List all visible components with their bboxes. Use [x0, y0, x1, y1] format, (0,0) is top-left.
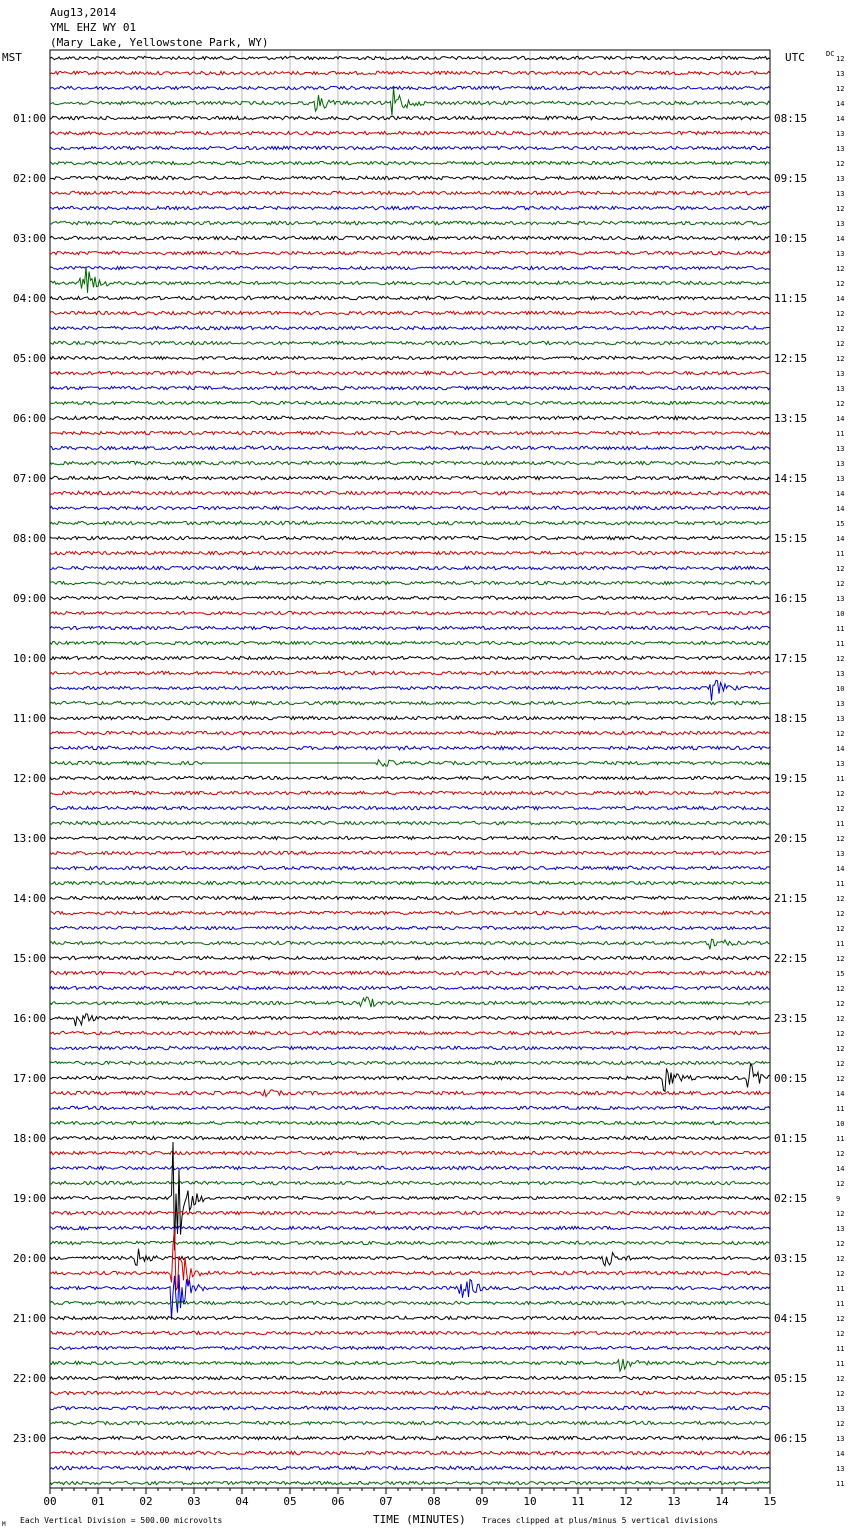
left-time-label: 15:00	[13, 952, 47, 965]
dc-offset-label: 12	[836, 895, 845, 903]
right-time-label: 09:15	[774, 172, 808, 185]
dc-offset-label: 11	[836, 640, 845, 648]
dc-offset-label: 13	[836, 220, 845, 228]
dc-offset-label: 12	[836, 835, 845, 843]
dc-offset-label: 13	[836, 130, 845, 138]
trace-line	[50, 87, 770, 115]
dc-offset-label: 13	[836, 145, 845, 153]
clip-note: Traces clipped at plus/minus 5 vertical divisions	[482, 1516, 719, 1525]
trace-line	[50, 939, 770, 949]
trace-line	[50, 1241, 770, 1244]
x-tick-label: 12	[619, 1495, 633, 1508]
left-time-label: 16:00	[13, 1012, 47, 1025]
trace-line	[50, 986, 770, 989]
trace-line	[50, 236, 770, 239]
dc-offset-label: 13	[836, 250, 845, 258]
trace-line	[50, 251, 770, 254]
dc-offset-label: 13	[836, 760, 845, 768]
x-tick-label: 07	[379, 1495, 393, 1508]
trace-line	[50, 1061, 770, 1064]
dc-offset-label: 12	[836, 1150, 845, 1158]
trace-line	[50, 221, 770, 224]
trace-line	[50, 1391, 770, 1394]
trace-line	[50, 446, 770, 449]
dc-offset-label: 14	[836, 490, 845, 498]
trace-line	[50, 311, 770, 314]
dc-offset-label: 14	[836, 745, 845, 753]
right-time-label: 06:15	[774, 1432, 808, 1445]
dc-offset-label: 12	[836, 1315, 845, 1323]
x-tick-label: 06	[331, 1495, 345, 1508]
trace-line	[50, 1031, 770, 1034]
dc-offset-label: 13	[836, 70, 845, 78]
dc-offset-label: 12	[836, 985, 845, 993]
trace-line	[50, 491, 770, 495]
trace-line	[50, 266, 770, 269]
dc-offset-label: 12	[836, 160, 845, 168]
header-location: (Mary Lake, Yellowstone Park, WY)	[50, 36, 269, 49]
trace-line	[50, 581, 770, 584]
left-time-label: 13:00	[13, 832, 47, 845]
trace-line	[50, 1346, 770, 1349]
left-time-label: 19:00	[13, 1192, 47, 1205]
dc-offset-label: 14	[836, 1450, 845, 1458]
dc-label: DC	[826, 50, 835, 58]
trace-line	[50, 71, 770, 74]
trace-line	[50, 1481, 770, 1484]
right-time-label: 20:15	[774, 832, 808, 845]
trace-line	[50, 431, 770, 434]
dc-offset-label: 12	[836, 1075, 845, 1083]
right-timezone-label: UTC	[785, 51, 805, 64]
dc-offset-label: 12	[836, 1270, 845, 1278]
trace-line	[50, 401, 770, 404]
dc-offset-label: 15	[836, 520, 845, 528]
trace-line	[50, 551, 770, 554]
right-time-label: 22:15	[774, 952, 808, 965]
dc-offset-label: 12	[836, 325, 845, 333]
trace-line	[50, 1376, 770, 1379]
trace-line	[50, 146, 770, 149]
right-time-label: 12:15	[774, 352, 808, 365]
left-time-label: 20:00	[13, 1252, 47, 1265]
right-time-label: 21:15	[774, 892, 808, 905]
dc-offset-label: 13	[836, 475, 845, 483]
left-time-label: 04:00	[13, 292, 47, 305]
dc-offset-label: 11	[836, 1345, 845, 1353]
trace-line	[50, 791, 770, 794]
trace-line	[50, 191, 770, 194]
dc-offset-label: 12	[836, 1000, 845, 1008]
trace-line	[50, 1275, 770, 1320]
dc-offset-label: 14	[836, 865, 845, 873]
right-time-label: 08:15	[774, 112, 808, 125]
dc-offset-label: 13	[836, 1435, 845, 1443]
trace-line	[50, 326, 770, 329]
trace-line	[50, 371, 770, 374]
x-tick-label: 14	[715, 1495, 729, 1508]
dc-offset-label: 12	[836, 1330, 845, 1338]
dc-offset-label: 10	[836, 1120, 845, 1128]
dc-offset-label: 13	[836, 670, 845, 678]
dc-offset-label: 12	[836, 805, 845, 813]
dc-offset-label: 10	[836, 685, 845, 693]
right-time-label: 02:15	[774, 1192, 808, 1205]
trace-line	[50, 161, 770, 164]
trace-line	[50, 267, 770, 293]
trace-line	[50, 680, 770, 700]
dc-offset-label: 12	[836, 730, 845, 738]
trace-line	[50, 356, 770, 359]
dc-offset-label: 13	[836, 385, 845, 393]
right-time-label: 19:15	[774, 772, 808, 785]
x-tick-label: 00	[43, 1495, 57, 1508]
dc-offset-label: 13	[836, 1405, 845, 1413]
dc-offset-label: 12	[836, 1255, 845, 1263]
scale-note: Each Vertical Division = 500.00 microvolts	[20, 1516, 223, 1525]
dc-offset-label: 12	[836, 1015, 845, 1023]
dc-offset-label: 11	[836, 880, 845, 888]
dc-offset-label: 12	[836, 655, 845, 663]
trace-line	[50, 701, 770, 704]
trace-line	[50, 1064, 770, 1092]
trace-line	[50, 881, 770, 884]
right-time-label: 17:15	[774, 652, 808, 665]
trace-line	[50, 1359, 770, 1371]
trace-line	[50, 1421, 770, 1424]
header-station: YML EHZ WY 01	[50, 21, 137, 34]
trace-line	[50, 1406, 770, 1409]
left-time-label: 21:00	[13, 1312, 47, 1325]
trace-line	[50, 926, 770, 929]
dc-offset-label: 11	[836, 550, 845, 558]
dc-offset-label: 12	[836, 1210, 845, 1218]
dc-offset-label: 12	[836, 1240, 845, 1248]
dc-offset-label: 12	[836, 85, 845, 93]
dc-offset-label: 11	[836, 1480, 845, 1488]
trace-line	[50, 416, 770, 420]
trace-group	[50, 56, 770, 1484]
dc-offset-label: 11	[836, 1105, 845, 1113]
dc-offset-label: 11	[836, 430, 845, 438]
right-time-label: 18:15	[774, 712, 808, 725]
dc-offset-label: 12	[836, 205, 845, 213]
dc-offset-label: 12	[836, 955, 845, 963]
right-time-label: 04:15	[774, 1312, 808, 1325]
left-time-label: 12:00	[13, 772, 47, 785]
right-time-label: 00:15	[774, 1072, 808, 1085]
dc-offset-label: 14	[836, 415, 845, 423]
trace-line	[50, 1211, 770, 1214]
trace-line	[50, 851, 770, 854]
dc-offset-label: 14	[836, 295, 845, 303]
left-timezone-label: MST	[2, 51, 22, 64]
dc-offset-label: 12	[836, 55, 845, 63]
trace-line	[50, 176, 770, 179]
x-tick-label: 04	[235, 1495, 249, 1508]
trace-line	[50, 506, 770, 510]
x-tick-label: 05	[283, 1495, 297, 1508]
trace-line	[50, 1249, 770, 1266]
left-time-label: 05:00	[13, 352, 47, 365]
dc-offset-label: 12	[836, 355, 845, 363]
trace-line	[50, 836, 770, 839]
trace-line	[50, 536, 770, 540]
x-tick-label: 11	[571, 1495, 585, 1508]
trace-line	[50, 1090, 770, 1097]
dc-offset-label: 13	[836, 595, 845, 603]
trace-line	[50, 1136, 770, 1139]
dc-offset-label: 13	[836, 1465, 845, 1473]
dc-offset-label: 12	[836, 310, 845, 318]
left-time-label: 17:00	[13, 1072, 47, 1085]
dc-offset-label: 13	[836, 445, 845, 453]
dc-offset-label: 14	[836, 505, 845, 513]
x-tick-label: 08	[427, 1495, 441, 1508]
left-time-label: 10:00	[13, 652, 47, 665]
dc-offset-label: 14	[836, 115, 845, 123]
dc-offset-label: 13	[836, 715, 845, 723]
trace-line	[50, 641, 770, 644]
left-time-label: 07:00	[13, 472, 47, 485]
trace-line	[50, 746, 770, 750]
trace-line	[50, 626, 770, 629]
dc-offset-label: 14	[836, 235, 845, 243]
dc-offset-label: 10	[836, 610, 845, 618]
dc-offset-label: 12	[836, 1420, 845, 1428]
trace-line	[50, 566, 770, 569]
dc-offset-label: 12	[836, 1060, 845, 1068]
left-time-label: 02:00	[13, 172, 47, 185]
x-tick-label: 10	[523, 1495, 537, 1508]
trace-line	[50, 1226, 770, 1229]
dc-offset-label: 12	[836, 910, 845, 918]
dc-offset-label: 13	[836, 700, 845, 708]
trace-line	[50, 1436, 770, 1439]
dc-offset-label: 11	[836, 1285, 845, 1293]
trace-line	[50, 1121, 770, 1124]
dc-offset-label: 12	[836, 1030, 845, 1038]
trace-line	[50, 206, 770, 209]
right-time-label: 10:15	[774, 232, 808, 245]
trace-line	[50, 86, 770, 89]
trace-line	[50, 1181, 770, 1184]
trace-line	[50, 1046, 770, 1049]
dc-offset-label: 12	[836, 925, 845, 933]
dc-offset-label: 12	[836, 340, 845, 348]
dc-offset-label: 13	[836, 175, 845, 183]
dc-offset-label: 12	[836, 1045, 845, 1053]
right-time-label: 01:15	[774, 1132, 808, 1145]
left-time-label: 03:00	[13, 232, 47, 245]
trace-line	[50, 997, 770, 1007]
trace-line	[50, 1142, 770, 1250]
left-time-label: 14:00	[13, 892, 47, 905]
dc-offset-label: 9	[836, 1195, 841, 1203]
trace-line	[50, 1466, 770, 1469]
left-time-label: 01:00	[13, 112, 47, 125]
x-axis-title: TIME (MINUTES)	[373, 1513, 466, 1526]
left-time-label: 23:00	[13, 1432, 47, 1445]
trace-line	[50, 1014, 770, 1026]
dc-offset-label: 14	[836, 535, 845, 543]
right-time-label: 14:15	[774, 472, 808, 485]
right-time-label: 11:15	[774, 292, 808, 305]
trace-line	[50, 56, 770, 59]
dc-offset-label: 13	[836, 190, 845, 198]
dc-offset-label: 13	[836, 460, 845, 468]
trace-line	[50, 911, 770, 914]
trace-line	[50, 1451, 770, 1455]
left-time-label: 18:00	[13, 1132, 47, 1145]
trace-line	[50, 731, 770, 734]
trace-line	[50, 821, 770, 824]
dc-offset-label: 14	[836, 100, 845, 108]
trace-line	[50, 521, 770, 525]
trace-line	[50, 1301, 770, 1304]
trace-line	[50, 716, 770, 719]
dc-offset-label: 12	[836, 280, 845, 288]
x-tick-label: 03	[187, 1495, 201, 1508]
header-date: Aug13,2014	[50, 6, 117, 19]
trace-line	[50, 131, 770, 134]
trace-line	[50, 971, 770, 975]
x-tick-label: 01	[91, 1495, 105, 1508]
right-time-label: 05:15	[774, 1372, 808, 1385]
dc-offset-label: 11	[836, 820, 845, 828]
left-time-label: 09:00	[13, 592, 47, 605]
right-time-label: 13:15	[774, 412, 808, 425]
dc-offset-label: 12	[836, 1375, 845, 1383]
trace-line	[50, 296, 770, 300]
trace-line	[50, 956, 770, 959]
x-tick-label: 02	[139, 1495, 153, 1508]
dc-offset-label: 12	[836, 565, 845, 573]
trace-line	[50, 1316, 770, 1319]
right-time-label: 16:15	[774, 592, 808, 605]
trace-line	[50, 866, 770, 870]
trace-line	[50, 341, 770, 344]
right-time-label: 15:15	[774, 532, 808, 545]
dc-offset-label: 12	[836, 1390, 845, 1398]
dc-offset-label: 14	[836, 1090, 845, 1098]
trace-line	[50, 1166, 770, 1170]
dc-offset-label: 11	[836, 1135, 845, 1143]
dc-offset-label: 14	[836, 1165, 845, 1173]
trace-line	[50, 386, 770, 389]
trace-line	[50, 596, 770, 599]
trace-line	[50, 806, 770, 809]
right-time-label: 23:15	[774, 1012, 808, 1025]
dc-offset-label: 11	[836, 940, 845, 948]
dc-offset-label: 12	[836, 580, 845, 588]
dc-offset-label: 11	[836, 1300, 845, 1308]
trace-line	[50, 671, 770, 674]
dc-offset-label: 11	[836, 1360, 845, 1368]
trace-line	[50, 611, 770, 614]
dc-offset-label: 13	[836, 370, 845, 378]
trace-line	[50, 1151, 770, 1154]
dc-offset-label: 13	[836, 1225, 845, 1233]
trace-line	[50, 461, 770, 464]
left-time-label: 11:00	[13, 712, 47, 725]
trace-line	[50, 776, 770, 779]
dc-offset-label: 11	[836, 775, 845, 783]
x-axis	[43, 1488, 776, 1508]
trace-line	[50, 760, 770, 766]
trace-line	[50, 1331, 770, 1334]
corner-mark: M	[2, 1521, 6, 1528]
dc-offset-label: 12	[836, 1180, 845, 1188]
dc-offset-label: 11	[836, 625, 845, 633]
left-time-label: 22:00	[13, 1372, 47, 1385]
x-tick-label: 13	[667, 1495, 681, 1508]
right-time-label: 03:15	[774, 1252, 808, 1265]
dc-offset-label: 12	[836, 790, 845, 798]
dc-offset-label: 12	[836, 400, 845, 408]
trace-line	[50, 896, 770, 899]
trace-line	[50, 1229, 770, 1290]
x-tick-label: 09	[475, 1495, 489, 1508]
dc-offset-label: 13	[836, 850, 845, 858]
trace-line	[50, 1106, 770, 1109]
trace-line	[50, 656, 770, 659]
left-time-label: 06:00	[13, 412, 47, 425]
x-tick-label: 15	[763, 1495, 777, 1508]
trace-line	[50, 116, 770, 120]
trace-line	[50, 476, 770, 479]
dc-offset-label: 15	[836, 970, 845, 978]
left-time-label: 08:00	[13, 532, 47, 545]
dc-offset-label: 12	[836, 265, 845, 273]
